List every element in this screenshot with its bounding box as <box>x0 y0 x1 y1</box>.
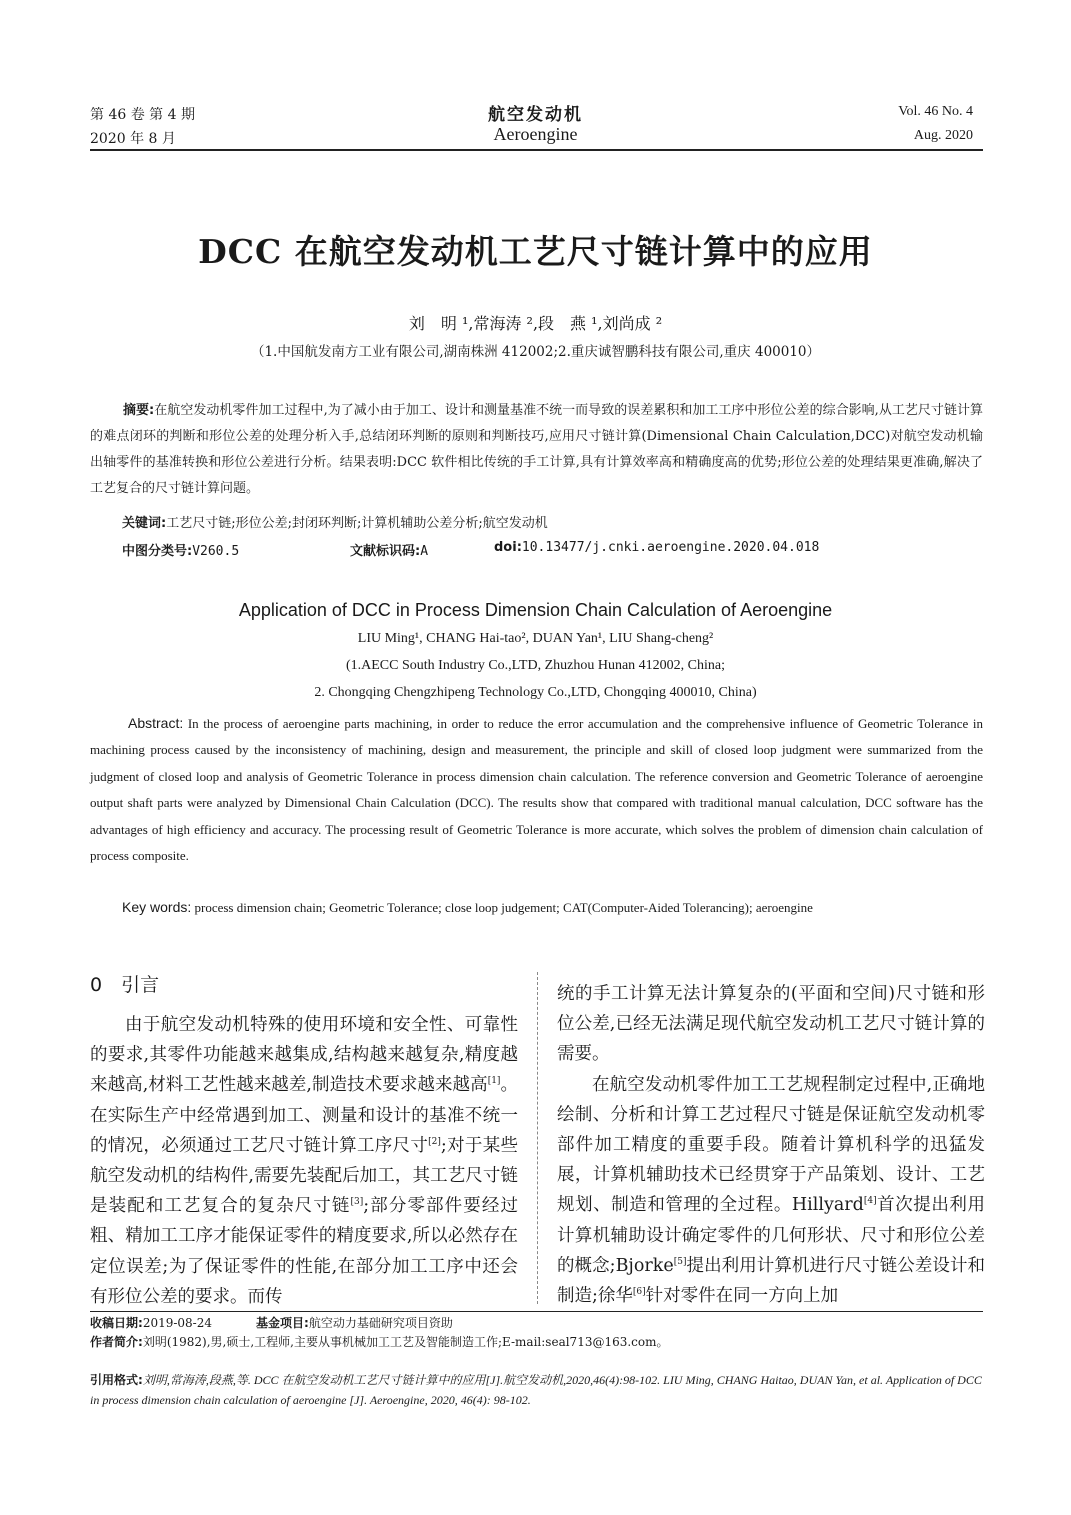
abstract-text-en: In the process of aeroengine parts machining, in order to reduce the error accumulation and the comprehensive influence of Geometric Tolerance in machining process caused by the inconsistency of machining, design and measurement, the principle and skill of closed loop judgment were summarized from the judgment of closed loop and analysis of Geometric Tolerance in process dimension chain calculation. The reference conversion and Geometric Tolerance of aeroengine output shaft parts were analyzed by Dimensional Chain Calculation (DCC). The results show that compared with traditional manual calculation, DCC software has the advantages of high efficiency and accuracy. The processing result of Geometric Tolerance is more accurate, which solves the problem of dimension chain calculation of process composite. <box>90 716 983 864</box>
citation-value: 刘明,常海涛,段燕,等. DCC 在航空发动机工艺尺寸链计算中的应用[J].航空发动机,2020,46(4):98-102. LIU Ming, CHANG Haitao, DUAN Yan, et al. Application of DCC in process dimension chain calculation of aeroengine [J]. Aeroengine, 2020, 46(4): 98-102. <box>90 1373 982 1407</box>
body-text: ;对于某些航空发动机的结构件,需要先装配后加工，其工艺尺寸链是装配和工艺复合的复杂尺寸链 <box>90 1135 518 1217</box>
affiliation-en-line2: 2. Chongqing Chengzhipeng Technology Co.,LTD, Chongqing 400010, China) <box>314 685 757 700</box>
body-paragraph: 统的手工计算无法计算复杂的(平面和空间)尺寸链和形位公差,已经无法满足现代航空发动机工艺尺寸链计算的需要。 <box>557 984 985 1065</box>
keywords-cn <box>122 512 548 531</box>
doi-label: doi: <box>494 540 522 555</box>
date-en: Aug. 2020 <box>913 128 973 143</box>
author-bio-value: 刘明(1982),男,硕士,工程师,主要从事机械加工工艺及智能制造工作;E-mail:seal713@163.com。 <box>142 1335 669 1349</box>
document-code-label: 文献标识码: <box>350 544 421 559</box>
date-cn: 2020 年 8 月 <box>90 131 176 147</box>
clc-label: 中图分类号: <box>122 544 193 559</box>
citation-ref: [4] <box>863 1196 877 1207</box>
affiliation-cn: （1.中国航发南方工业有限公司,湖南株洲 412002;2.重庆诚智鹏科技有限公司,重庆 400010） <box>250 344 821 360</box>
fund-label: 基金项目: <box>256 1316 309 1330</box>
authors-en: LIU Ming¹, CHANG Hai-tao², DUAN Yan¹, LIU Shang-cheng² <box>357 631 714 646</box>
keywords-en <box>122 899 813 916</box>
body-text: 首次提出利用计算机辅助设计确定零件的几何形状、尺寸和形位公差的概念;Bjorke <box>557 1195 985 1276</box>
authors-cn: 刘 明 ¹,常海涛 ²,段 燕 ¹,刘尚成 ² <box>408 314 663 333</box>
journal-name-cn: 航空发动机 <box>488 105 583 125</box>
keywords-label-en: Key words: <box>122 899 192 915</box>
fund-project <box>256 1314 453 1331</box>
abstract-label-cn: 摘要: <box>123 403 155 418</box>
received-value: 2019-08-24 <box>142 1316 212 1330</box>
body-text: 。在实际生产中经常遇到加工、测量和设计的基准不统一的情况，必须通过工艺尺寸链计算工序尺寸 <box>90 1075 519 1156</box>
clc-value: V260.5 <box>192 544 240 559</box>
doi <box>494 540 819 555</box>
doi-value: 10.13477/j.cnki.aeroengine.2020.04.018 <box>521 540 820 555</box>
citation-format <box>90 1370 983 1410</box>
body-paragraph <box>557 1070 985 1312</box>
body-right-column <box>557 979 985 1311</box>
body-text: 由于航空发动机特殊的使用环境和安全性、可靠性的要求,其零件功能越来越集成,结构越来越复杂,精度越来越高,材料工艺性越来越差,制造技术要求越来越高 <box>90 1015 518 1096</box>
volume-issue-cn: 第 46 卷 第 4 期 <box>90 107 195 123</box>
citation-ref: [1] <box>487 1076 501 1087</box>
body-text: 针对零件在同一方向上加 <box>645 1286 839 1307</box>
received-date <box>90 1314 212 1331</box>
abstract-en <box>90 710 983 869</box>
section-heading-introduction: 0 引言 <box>90 974 160 996</box>
article-title-cn: DCC 在航空发动机工艺尺寸链计算中的应用 <box>198 232 873 271</box>
abstract-label-en: Abstract: <box>128 715 184 731</box>
clc-number <box>122 540 239 559</box>
received-label: 收稿日期: <box>90 1316 143 1330</box>
keywords-text-cn: 工艺尺寸链;形位公差;封闭环判断;计算机辅助公差分析;航空发动机 <box>166 516 548 531</box>
footnote-rule <box>90 1311 983 1312</box>
body-text: ;部分零部件要经过粗、精加工工序才能保证零件的精度要求,所以必然存在定位误差;为了保证零件的性能,在部分加工工序中还会有形位公差的要求。而传 <box>90 1196 518 1307</box>
article-title-en: Application of DCC in Process Dimension Chain Calculation of Aeroengine <box>238 600 833 620</box>
fund-value: 航空动力基础研究项目资助 <box>308 1316 453 1330</box>
document-code-value: A <box>420 544 429 559</box>
citation-ref: [2] <box>428 1136 441 1147</box>
citation-ref: [6] <box>632 1287 646 1298</box>
header-rule <box>90 149 983 151</box>
keywords-label-cn: 关键词: <box>122 516 167 531</box>
author-bio <box>90 1333 669 1350</box>
journal-name-en: Aeroengine <box>493 124 578 144</box>
citation-ref: [5] <box>673 1257 687 1267</box>
body-text: 在航空发动机零件加工工艺规程制定过程中,正确地绘制、分析和计算工艺过程尺寸链是保证航空发动机零部件加工精度的重要手段。随着计算机科学的迅猛发展，计算机辅助技术已经贯穿于产品策划、设计、工艺规划、制造和管理的全过程。Hillyard <box>557 1074 985 1216</box>
volume-issue-en: Vol. 46 No. 4 <box>898 104 973 119</box>
keywords-text-en: process dimension chain; Geometric Tolerance; close loop judgement; CAT(Computer-Aided Tolerancing); aeroengine <box>194 900 813 915</box>
author-bio-label: 作者简介: <box>90 1335 143 1349</box>
citation-ref: [3] <box>350 1197 364 1208</box>
column-divider <box>537 972 538 1304</box>
body-left-column <box>90 1010 518 1312</box>
document-code <box>350 540 428 559</box>
body-text: 提出利用计算机进行尺寸链公差设计和制造;徐华 <box>557 1255 986 1307</box>
abstract-cn <box>90 398 983 502</box>
affiliation-en-line1: (1.AECC South Industry Co.,LTD, Zhuzhou Hunan 412002, China; <box>345 658 726 673</box>
abstract-text-cn: 在航空发动机零件加工过程中,为了减小由于加工、设计和测量基准不统一而导致的误差累积和加工工序中形位公差的综合影响,从工艺尺寸链计算的难点闭环的判断和形位公差的处理分析入手,总结闭环判断的原则和判断技巧,应用尺寸链计算(Dimensional Chain Calculation,DCC)对航空发动机输出轴零件的基准转换和形位公差进行分析。结果表明:DCC 软件相比传统的手工计算,具有计算效率高和精确度高的优势;形位公差的处理结果更准确,解决了工艺复合的尺寸链计算问题。 <box>90 403 984 496</box>
citation-label: 引用格式: <box>90 1373 143 1387</box>
